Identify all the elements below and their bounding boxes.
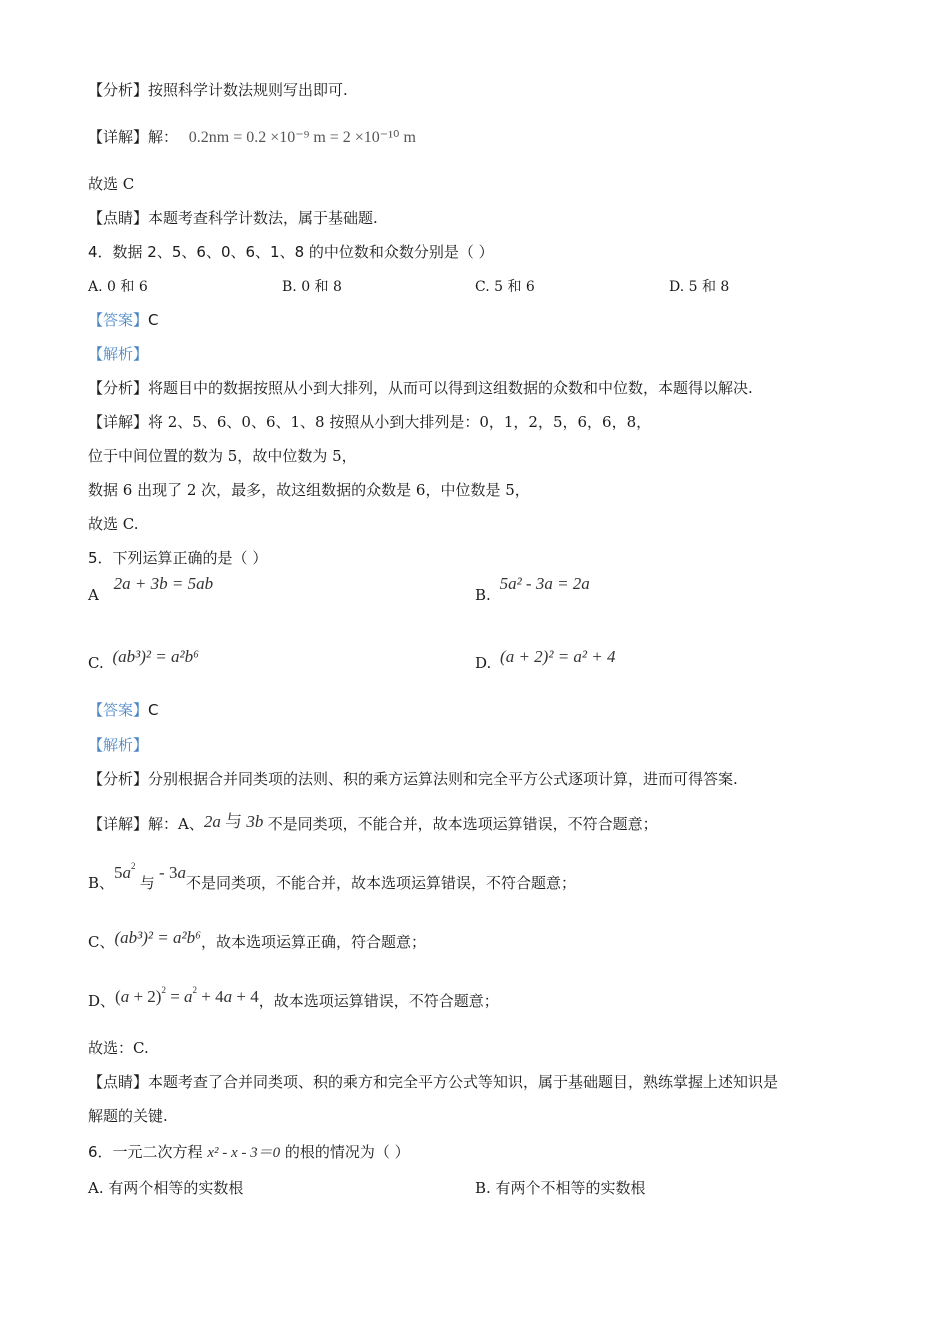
q5-detail-a [88,814,658,834]
q6-question-suffix: 的根的情况为（ ） [280,1143,410,1161]
q5-solution-label: 【解析】 [88,736,149,754]
q5-analysis: 【分析】分别根据合并同类项的法则、积的乘方运算法则和完全平方公式逐项计算，进而可得答案. [88,770,738,788]
q5-option-c-expr: (ab³)² = a²b⁶ [112,647,199,666]
q4-question: 4．数据 2、5、6、0、6、1、8 的中位数和众数分别是（ ） [88,243,494,261]
q5-detail-c-text: ，故本选项运算正确，符合题意； [200,933,426,951]
q5-detail-b [88,861,576,893]
q5-option-c [88,647,199,673]
q5-question: 5．下列运算正确的是（ ） [88,549,268,567]
q5-answer-value: C [148,701,159,719]
q5-option-a-expr: 2a + 3b = 5ab [113,574,214,593]
q5-detail-b-math: $5a^2$ [114,861,136,882]
q6-option-a: A. 有两个相等的实数根 [88,1179,244,1197]
q6-question-expr: x² - x - 3＝0 [207,1145,281,1161]
q4-detail-line3: 数据 6 出现了 2 次，最多，故这组数据的众数是 6，中位数是 5， [88,481,530,499]
q4-detail-line2: 位于中间位置的数为 5，故中位数为 5， [88,447,357,465]
q5-detail-b-text: 不是同类项，不能合并，故本选项运算错误，不符合题意； [185,874,576,892]
q5-detail-b-math2: - 3a [154,863,186,882]
q6-question [88,1142,410,1163]
q5-detail-c-math: (ab³)² = a²b⁶ [114,928,201,947]
q5-option-a-label: A [88,586,99,604]
q3-choice: 故选 C [88,175,135,193]
q4-option-c: C. 5 和 6 [475,279,535,295]
q5-option-d-label: D. [475,654,492,672]
q5-option-b-expr: 5a² - 3a = 2a [499,574,590,593]
q4-solution-label: 【解析】 [88,345,149,363]
q5-detail-c [88,928,426,952]
q4-answer-label: 【答案】 [88,311,149,329]
q5-answer-label: 【答案】 [88,701,149,719]
q4-answer [88,310,159,330]
q5-option-d-expr: (a + 2)² = a² + 4 [500,647,616,666]
q5-option-b-label: B. [475,586,491,604]
q5-option-c-label: C. [88,654,104,672]
q5-detail-d-math: $(a + 2)^2 = a^2 + 4a + 4$ [115,985,259,1006]
q5-detail-d-prefix: D、 [88,992,116,1010]
q5-option-a [88,574,214,605]
q4-option-b: B. 0 和 8 [282,279,342,295]
q5-choice: 故选：C. [88,1039,149,1057]
q4-choice: 故选 C. [88,515,139,533]
q3-analysis: 【分析】按照科学计数法规则写出即可. [88,81,348,99]
q4-answer-value: C [148,311,159,329]
q4-analysis: 【分析】将题目中的数据按照从小到大排列，从而可以得到这组数据的众数和中位数，本题得以解决. [88,379,753,397]
q3-detail-expression: 0.2nm = 0.2 ×10⁻⁹ m = 2 ×10⁻¹⁰ m [188,129,416,146]
q5-detail-d-text: ，故本选项运算错误，不符合题意； [258,992,499,1010]
q3-comment: 【点睛】本题考查科学计数法，属于基础题. [88,209,378,227]
q4-option-d: D. 5 和 8 [669,279,730,295]
q5-detail-a-text: 不是同类项，不能合并，故本选项运算错误，不符合题意； [267,815,658,833]
q5-detail-b-and: 与 [139,874,155,892]
q4-detail: 【详解】将 2、5、6、0、6、1、8 按照从小到大排列是：0，1，2，5，6，6，8， [88,413,652,431]
q4-option-a: A. 0 和 6 [88,279,148,295]
q5-answer [88,700,159,720]
q5-detail-b-prefix: B、 [88,874,115,892]
q5-option-b [475,574,590,605]
q5-comment-line1: 【点睛】本题考查了合并同类项、积的乘方和完全平方公式等知识，属于基础题目，熟练掌握上述知识是 [88,1073,779,1091]
q5-detail-a-prefix: 【详解】解：A、 [88,815,204,833]
q5-detail-c-prefix: C、 [88,933,115,951]
q5-detail-a-math: 2a 与 3b [203,812,264,831]
q3-detail-label: 【详解】解： [88,128,179,146]
q6-question-prefix: 6．一元二次方程 [88,1143,208,1161]
q5-detail-d [88,985,499,1011]
q3-detail [88,127,416,148]
q5-comment-line2: 解题的关键. [88,1107,168,1125]
q5-option-d [475,647,616,673]
q6-option-b: B. 有两个不相等的实数根 [475,1179,646,1197]
